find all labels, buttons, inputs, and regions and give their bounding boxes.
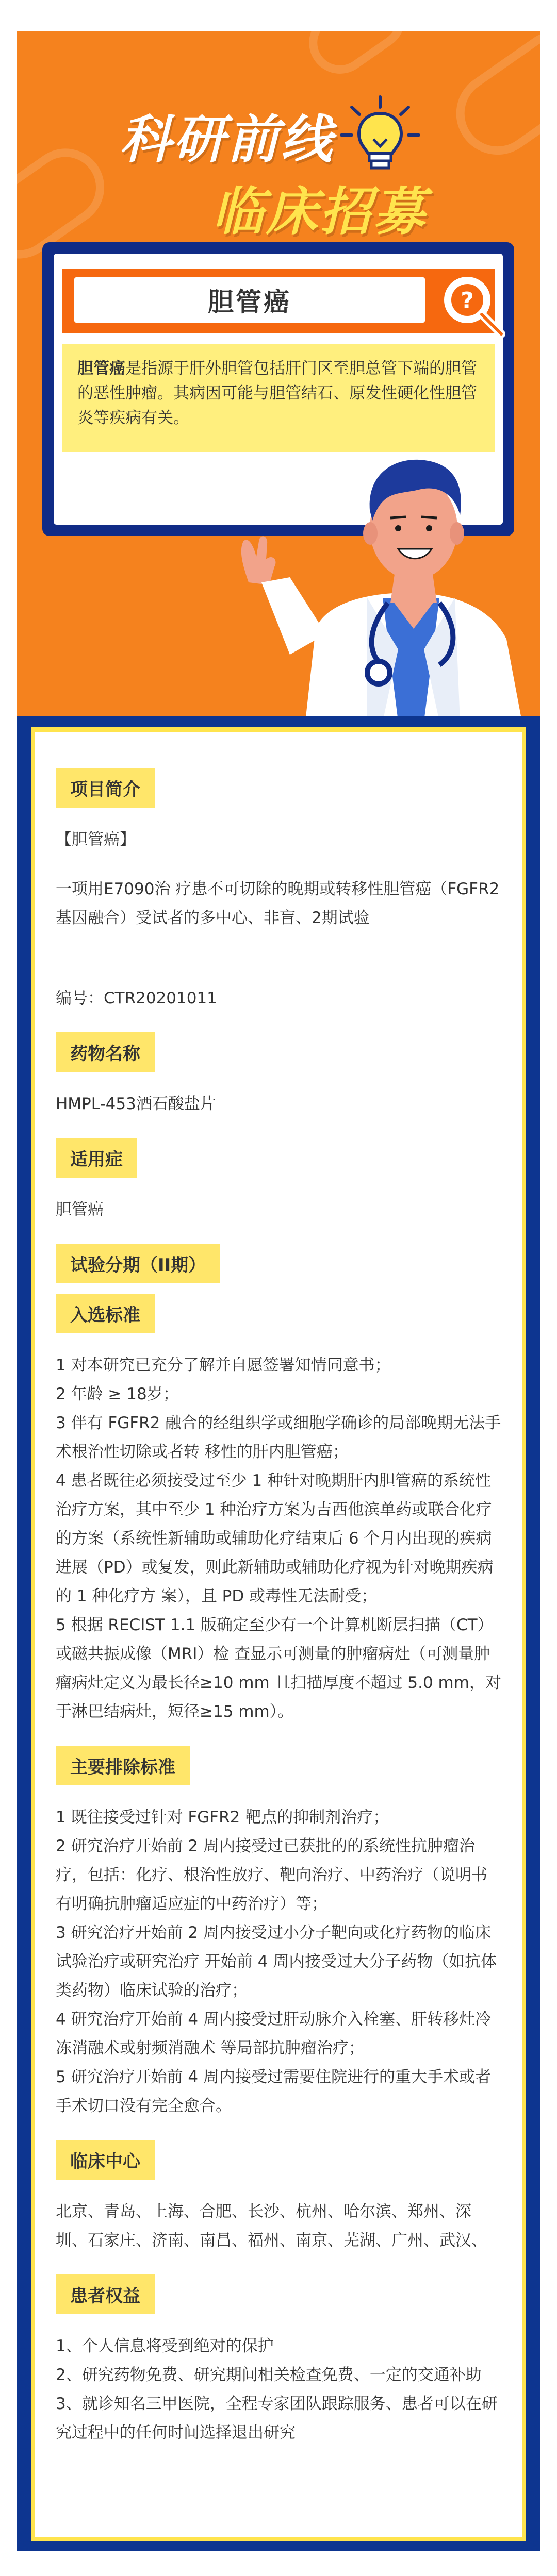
exclusion-item-5: 5 研究治疗开始前 4 周内接受过需要住院进行的重大手术或者手术切口没有完全愈合。 bbox=[56, 2068, 492, 2115]
center-list: 北京、青岛、上海、合肥、长沙、杭州、哈尔滨、郑州、深圳、石家庄、济南、南昌、福州、南京、芜湖、广州、武汉、 bbox=[56, 2202, 487, 2250]
tag-intro: 项目简介 bbox=[56, 768, 155, 808]
benefit-item-2: 2、研究药物免费、研究期间相关检查免费、一定的交通补助 bbox=[56, 2366, 482, 2384]
exclusion-item-4: 4 研究治疗开始前 4 周内接受过肝动脉介入栓塞、肝转移灶冷冻消融术或射频消融术 等局部抗肿瘤治疗； bbox=[56, 2010, 492, 2058]
section-intro bbox=[56, 768, 501, 1013]
benefit-item-3: 3、就诊知名三甲医院，全程专家团队跟踪服务、患者可以在研究过程中的任何时间选择退出研究 bbox=[56, 2395, 498, 2442]
trial-number: 编号：CTR20201011 bbox=[56, 989, 217, 1008]
svg-text:?: ? bbox=[461, 288, 474, 314]
exclusion-item-1: 1 既往接受过针对 FGFR2 靶点的抑制剂治疗； bbox=[56, 1808, 389, 1827]
hero-title-line2: 临床招募 bbox=[212, 181, 427, 242]
indication-text: 胆管癌 bbox=[56, 1200, 104, 1219]
exclusion-item-3: 3 研究治疗开始前 2 周内接受过小分子靶向或化疗药物的临床试验治疗或研究治疗 开始前 4 周内接受过大分子药物（如抗体类药物）临床试验的治疗； bbox=[56, 1923, 497, 2000]
drug-name: HMPL-453酒石酸盐片 bbox=[56, 1095, 216, 1113]
section-drug bbox=[56, 1032, 501, 1118]
decor-pill-right bbox=[440, 31, 540, 171]
tag-inclusion: 入选标准 bbox=[56, 1294, 155, 1333]
decor-pill-top bbox=[297, 31, 417, 86]
title-box bbox=[74, 277, 425, 323]
hero-banner bbox=[17, 31, 540, 716]
spacer bbox=[56, 932, 501, 984]
inclusion-item-4: 4 患者既往必须接受过至少 1 种针对晚期肝内胆管癌的系统性治疗方案，其中至少 1 种治疗方案为吉西他滨单药或联合化疗的方案（系统性新辅助或辅助化疗结束后 6 个月内出现的疾病进展（PD）或复发，则此新辅助或辅助化疗视为针对晚期疾病的 1 种化疗方 案），且 PD 或毒性无法耐受； bbox=[56, 1471, 494, 1605]
doctor-illustration bbox=[212, 412, 540, 716]
section-phase bbox=[56, 1244, 501, 1294]
tag-phase: 试验分期（II期） bbox=[56, 1244, 220, 1283]
inclusion-item-1: 1 对本研究已充分了解并自愿签署知情同意书； bbox=[56, 1356, 391, 1375]
tag-indication: 适用症 bbox=[56, 1138, 137, 1178]
magnifier-icon bbox=[440, 273, 507, 340]
inclusion-item-2: 2 年龄 ≥ 18岁； bbox=[56, 1385, 179, 1403]
section-exclusion bbox=[56, 1746, 501, 2120]
lightbulb-icon bbox=[336, 93, 424, 180]
intro-line-2: 一项用E7090治 疗患不可切除的晚期或转移性胆管癌（FGFR2基因融合）受试者的多中心、非盲、2期试验 bbox=[56, 880, 500, 927]
section-inclusion bbox=[56, 1294, 501, 1726]
disease-title: 胆管癌 bbox=[208, 287, 291, 317]
inclusion-item-5: 5 根据 RECIST 1.1 版确定至少有一个计算机断层扫描（CT）或磁共振成像（MRI）检 查显示可测量的肿瘤病灶（可测量肿瘤病灶定义为最长径≥10 mm 且扫描厚度不超过 5.0 mm，对于淋巴结病灶，短径≥15 mm）。 bbox=[56, 1616, 501, 1721]
exclusion-item-2: 2 研究治疗开始前 2 周内接受过已获批的的系统性抗肿瘤治疗，包括：化疗、根治性放疗、靶向治疗、中药治疗（说明书有明确抗肿瘤适应症的中药治疗）等； bbox=[56, 1837, 487, 1913]
hero-title-line1: 科研前线 bbox=[120, 109, 334, 170]
section-centers bbox=[56, 2140, 501, 2255]
content-panel bbox=[31, 727, 526, 2541]
inclusion-item-3: 3 伴有 FGFR2 融合的经组织学或细胞学确诊的局部晚期无法手术根治性切除或者转 移性的肝内胆管癌； bbox=[56, 1414, 501, 1461]
benefit-item-1: 1、个人信息将受到绝对的保护 bbox=[56, 2337, 274, 2355]
tag-drug: 药物名称 bbox=[56, 1032, 155, 1072]
intro-line-1: 【胆管癌】 bbox=[56, 830, 136, 849]
tag-benefits: 患者权益 bbox=[56, 2274, 155, 2314]
section-indication bbox=[56, 1138, 501, 1224]
description-bold: 胆管癌 bbox=[77, 359, 125, 378]
tag-exclusion: 主要排除标准 bbox=[56, 1746, 190, 1785]
spacer bbox=[56, 854, 501, 875]
tag-centers: 临床中心 bbox=[56, 2140, 155, 2180]
section-benefits bbox=[56, 2274, 501, 2447]
description-text: 是指源于肝外胆管包括肝门区至胆总管下端的胆管的恶性肿瘤。其病因可能与胆管结石、原发性硬化性胆管炎等疾病有关。 bbox=[77, 359, 477, 427]
